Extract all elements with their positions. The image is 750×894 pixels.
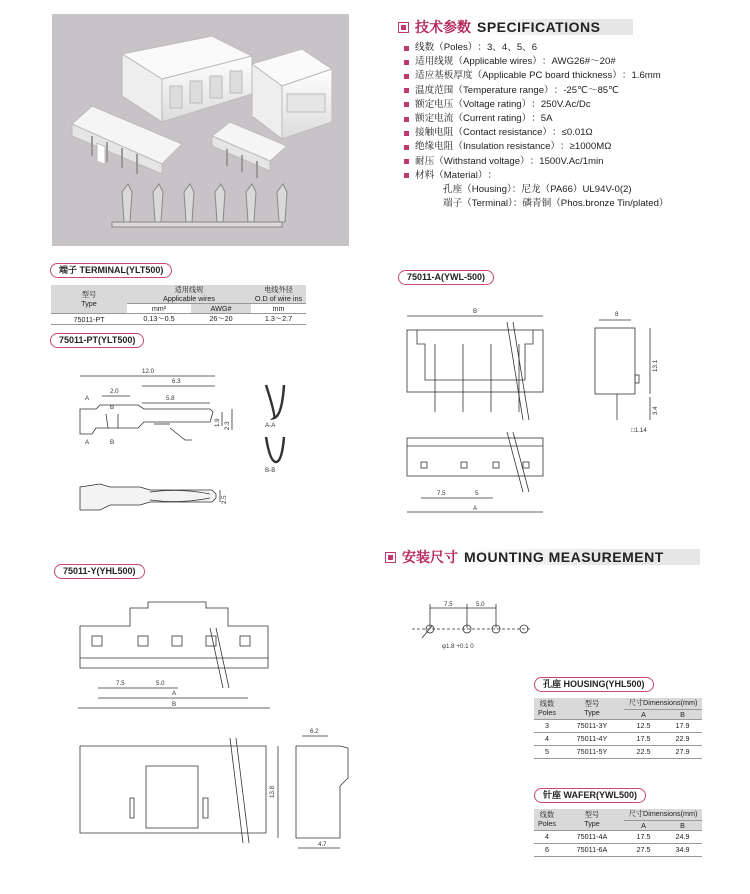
spec-row xyxy=(402,155,742,169)
material-value: ：尼龙（PA66）UL94V-0(2) xyxy=(511,183,632,195)
spec-row xyxy=(402,169,742,183)
bullet-icon xyxy=(404,46,409,51)
spec-row xyxy=(402,140,742,154)
dim-5: 5 xyxy=(475,490,479,497)
bullet-icon xyxy=(404,117,409,122)
spec-label: 额定电流（Current rating） xyxy=(415,112,532,124)
material-label: 端子（Terminal） xyxy=(443,198,513,210)
section-bb-label: B-B xyxy=(265,467,276,474)
housing-table xyxy=(534,698,702,759)
section-square-icon xyxy=(398,22,409,33)
spec-row xyxy=(402,98,742,112)
spec-value: ：AWG26#～20# xyxy=(541,56,616,68)
y-dim-5-0: 5.0 xyxy=(156,680,165,687)
wafer-drawing xyxy=(395,302,665,517)
y-dim-a: A xyxy=(172,690,177,697)
dim-2-5: 2.5 xyxy=(221,495,228,504)
mount-hole-dim: φ1.8 +0.1 0 xyxy=(442,643,474,650)
terminal-type-cell: 75011-PT xyxy=(51,314,127,325)
dim-7-5: 7.5 xyxy=(437,490,446,497)
housing-drawing xyxy=(78,598,378,858)
dim-6-3: 6.3 xyxy=(172,378,181,385)
spec-value: ：≥1000MΩ xyxy=(560,141,612,153)
dim-1-9: 1.9 xyxy=(214,418,221,427)
section-square-icon xyxy=(385,552,396,563)
table-row: 3 75011-3Y 12.5 17.9 xyxy=(534,719,702,732)
housing-dims-header: 尺寸Dimensions(mm) xyxy=(624,698,702,709)
terminal-mm2-cell: 0.13～0.5 xyxy=(127,314,191,325)
wafer-drawing-pill: 75011-A(YWL-500) xyxy=(398,270,494,285)
bullet-icon xyxy=(404,74,409,79)
bullet-icon xyxy=(404,145,409,150)
spec-label: 线数（Poles） xyxy=(415,42,478,53)
mounting-en-title: MOUNTING MEASUREMENT xyxy=(462,549,700,565)
housing-poles-header: 线数 Poles xyxy=(534,698,560,719)
specifications-header xyxy=(398,17,633,37)
terminal-pill: 端子 TERMINAL(YLT500) xyxy=(50,263,172,278)
wafer-poles-header: 线数 Poles xyxy=(534,809,560,830)
material-row xyxy=(402,197,742,211)
label-b-top: B xyxy=(110,404,115,411)
material-row xyxy=(402,183,742,197)
terminal-awg-cell: 26～20 xyxy=(191,314,251,325)
specifications-zh-title: 技术参数 xyxy=(415,19,471,35)
dim-b: B xyxy=(473,308,478,315)
spec-row xyxy=(402,126,742,140)
spec-value: ： xyxy=(487,169,498,181)
specifications-en-title: SPECIFICATIONS xyxy=(475,19,633,35)
housing-photo xyxy=(122,36,252,122)
dim-12: 12.0 xyxy=(142,368,155,375)
housing-drawing-pill: 75011-Y(YHL500) xyxy=(54,564,145,579)
terminal-mm-subheader: mm xyxy=(251,304,306,314)
housing-b-header: B xyxy=(663,709,702,719)
dim-3-4: 3.4 xyxy=(652,406,659,415)
cube-photo xyxy=(252,49,332,139)
spec-row xyxy=(402,84,742,98)
bullet-icon xyxy=(404,131,409,136)
spec-value: ：1.6mm xyxy=(621,70,661,82)
label-b-bottom: B xyxy=(110,439,115,446)
terminals-photo xyxy=(112,184,287,227)
wafer-dims-header: 尺寸Dimensions(mm) xyxy=(624,809,702,820)
y-dim-13-8: 13.8 xyxy=(269,785,276,798)
wafer-table-pill: 针座 WAFER(YWL500) xyxy=(534,788,646,803)
spec-row xyxy=(402,55,742,69)
housing-type-header: 型号 Type xyxy=(560,698,624,719)
housing-table-pill: 孔座 HOUSING(YHL500) xyxy=(534,677,654,692)
spec-label: 接触电阻（Contact resistance） xyxy=(415,127,553,139)
spec-value: ：250V.Ac/Dc xyxy=(531,98,591,110)
dim-13-1: 13.1 xyxy=(652,359,659,372)
housing-a-header: A xyxy=(624,709,663,719)
y-dim-7-5: 7.5 xyxy=(116,680,125,687)
bullet-icon xyxy=(404,173,409,178)
product-photo-art xyxy=(52,14,349,246)
terminal-drawing xyxy=(70,362,310,527)
bullet-icon xyxy=(404,102,409,107)
wafer-a-header: A xyxy=(624,820,663,830)
mounting-drawing xyxy=(412,598,542,653)
product-photo xyxy=(52,14,349,246)
spec-label: 绝缘电阻（Insulation resistance） xyxy=(415,141,561,153)
terminal-od-header: 电线外径 O.D of wire ins xyxy=(251,285,306,304)
y-dim-6-2: 6.2 xyxy=(310,728,319,735)
spec-row xyxy=(402,41,742,55)
spec-value: ：-25℃～85℃ xyxy=(553,84,619,96)
pt-pill: 75011-PT(YLT500) xyxy=(50,333,144,348)
spec-label: 适应基板厚度（Applicable PC board thickness） xyxy=(415,70,622,82)
terminal-type-header: 型号 Type xyxy=(51,285,127,314)
spec-row xyxy=(402,112,742,126)
spec-value: ：1500V.Ac/1min xyxy=(529,155,604,167)
specifications-list xyxy=(402,41,742,211)
terminal-table xyxy=(51,285,306,325)
spec-label: 额定电压（Voltage rating） xyxy=(415,98,532,110)
dim-a: A xyxy=(473,505,478,512)
spec-value: ：3、4、5、6 xyxy=(477,42,538,53)
terminal-mm2-subheader: mm² xyxy=(127,304,191,314)
spec-label: 适用线规（Applicable wires） xyxy=(415,56,542,68)
dim-8: 8 xyxy=(615,311,619,318)
terminal-awg-subheader: AWG# xyxy=(191,304,251,314)
bullet-icon xyxy=(404,159,409,164)
spec-label: 耐压（Withstand voltage） xyxy=(415,155,530,167)
dim-1-14: □1.14 xyxy=(631,427,647,434)
label-a-top: A xyxy=(85,395,90,402)
mount-dim-7-5: 7.5 xyxy=(444,601,453,608)
dim-2-3: 2.3 xyxy=(224,421,231,430)
wafer-table xyxy=(534,809,702,857)
label-a-bottom: A xyxy=(85,439,90,446)
y-dim-4-7: 4.7 xyxy=(318,841,327,848)
material-label: 孔座（Housing） xyxy=(443,183,512,195)
mount-dim-5-0: 5.0 xyxy=(476,601,485,608)
mounting-zh-title: 安装尺寸 xyxy=(402,549,458,565)
bullet-icon xyxy=(404,88,409,93)
dim-2-0: 2.0 xyxy=(110,388,119,395)
spec-value: ：5A xyxy=(531,112,553,124)
spec-label: 材料（Material） xyxy=(415,169,488,181)
terminal-od-cell: 1.3～2.7 xyxy=(251,314,306,325)
table-row: 4 75011-4A 17.5 24.9 xyxy=(534,830,702,843)
y-dim-b: B xyxy=(172,701,177,708)
dim-5-8: 5.8 xyxy=(166,395,175,402)
table-row xyxy=(51,314,306,325)
wafer-type-header: 型号 Type xyxy=(560,809,624,830)
table-row: 5 75011-5Y 22.5 27.9 xyxy=(534,745,702,758)
spec-label: 温度范围（Temperature range） xyxy=(415,84,554,96)
spec-value: ：≤0.01Ω xyxy=(552,127,593,139)
terminal-wires-header: 适用线规 Applicable wires xyxy=(127,285,251,304)
section-aa-label: A-A xyxy=(265,422,276,429)
material-value: ：磷青铜（Phos.bronze Tin/plated） xyxy=(512,198,669,210)
wafer-b-header: B xyxy=(663,820,702,830)
spec-row xyxy=(402,69,742,83)
mounting-header xyxy=(385,547,700,567)
bullet-icon xyxy=(404,60,409,65)
table-row: 4 75011-4Y 17.5 22.9 xyxy=(534,732,702,745)
table-row: 6 75011-6A 27.5 34.9 xyxy=(534,843,702,856)
